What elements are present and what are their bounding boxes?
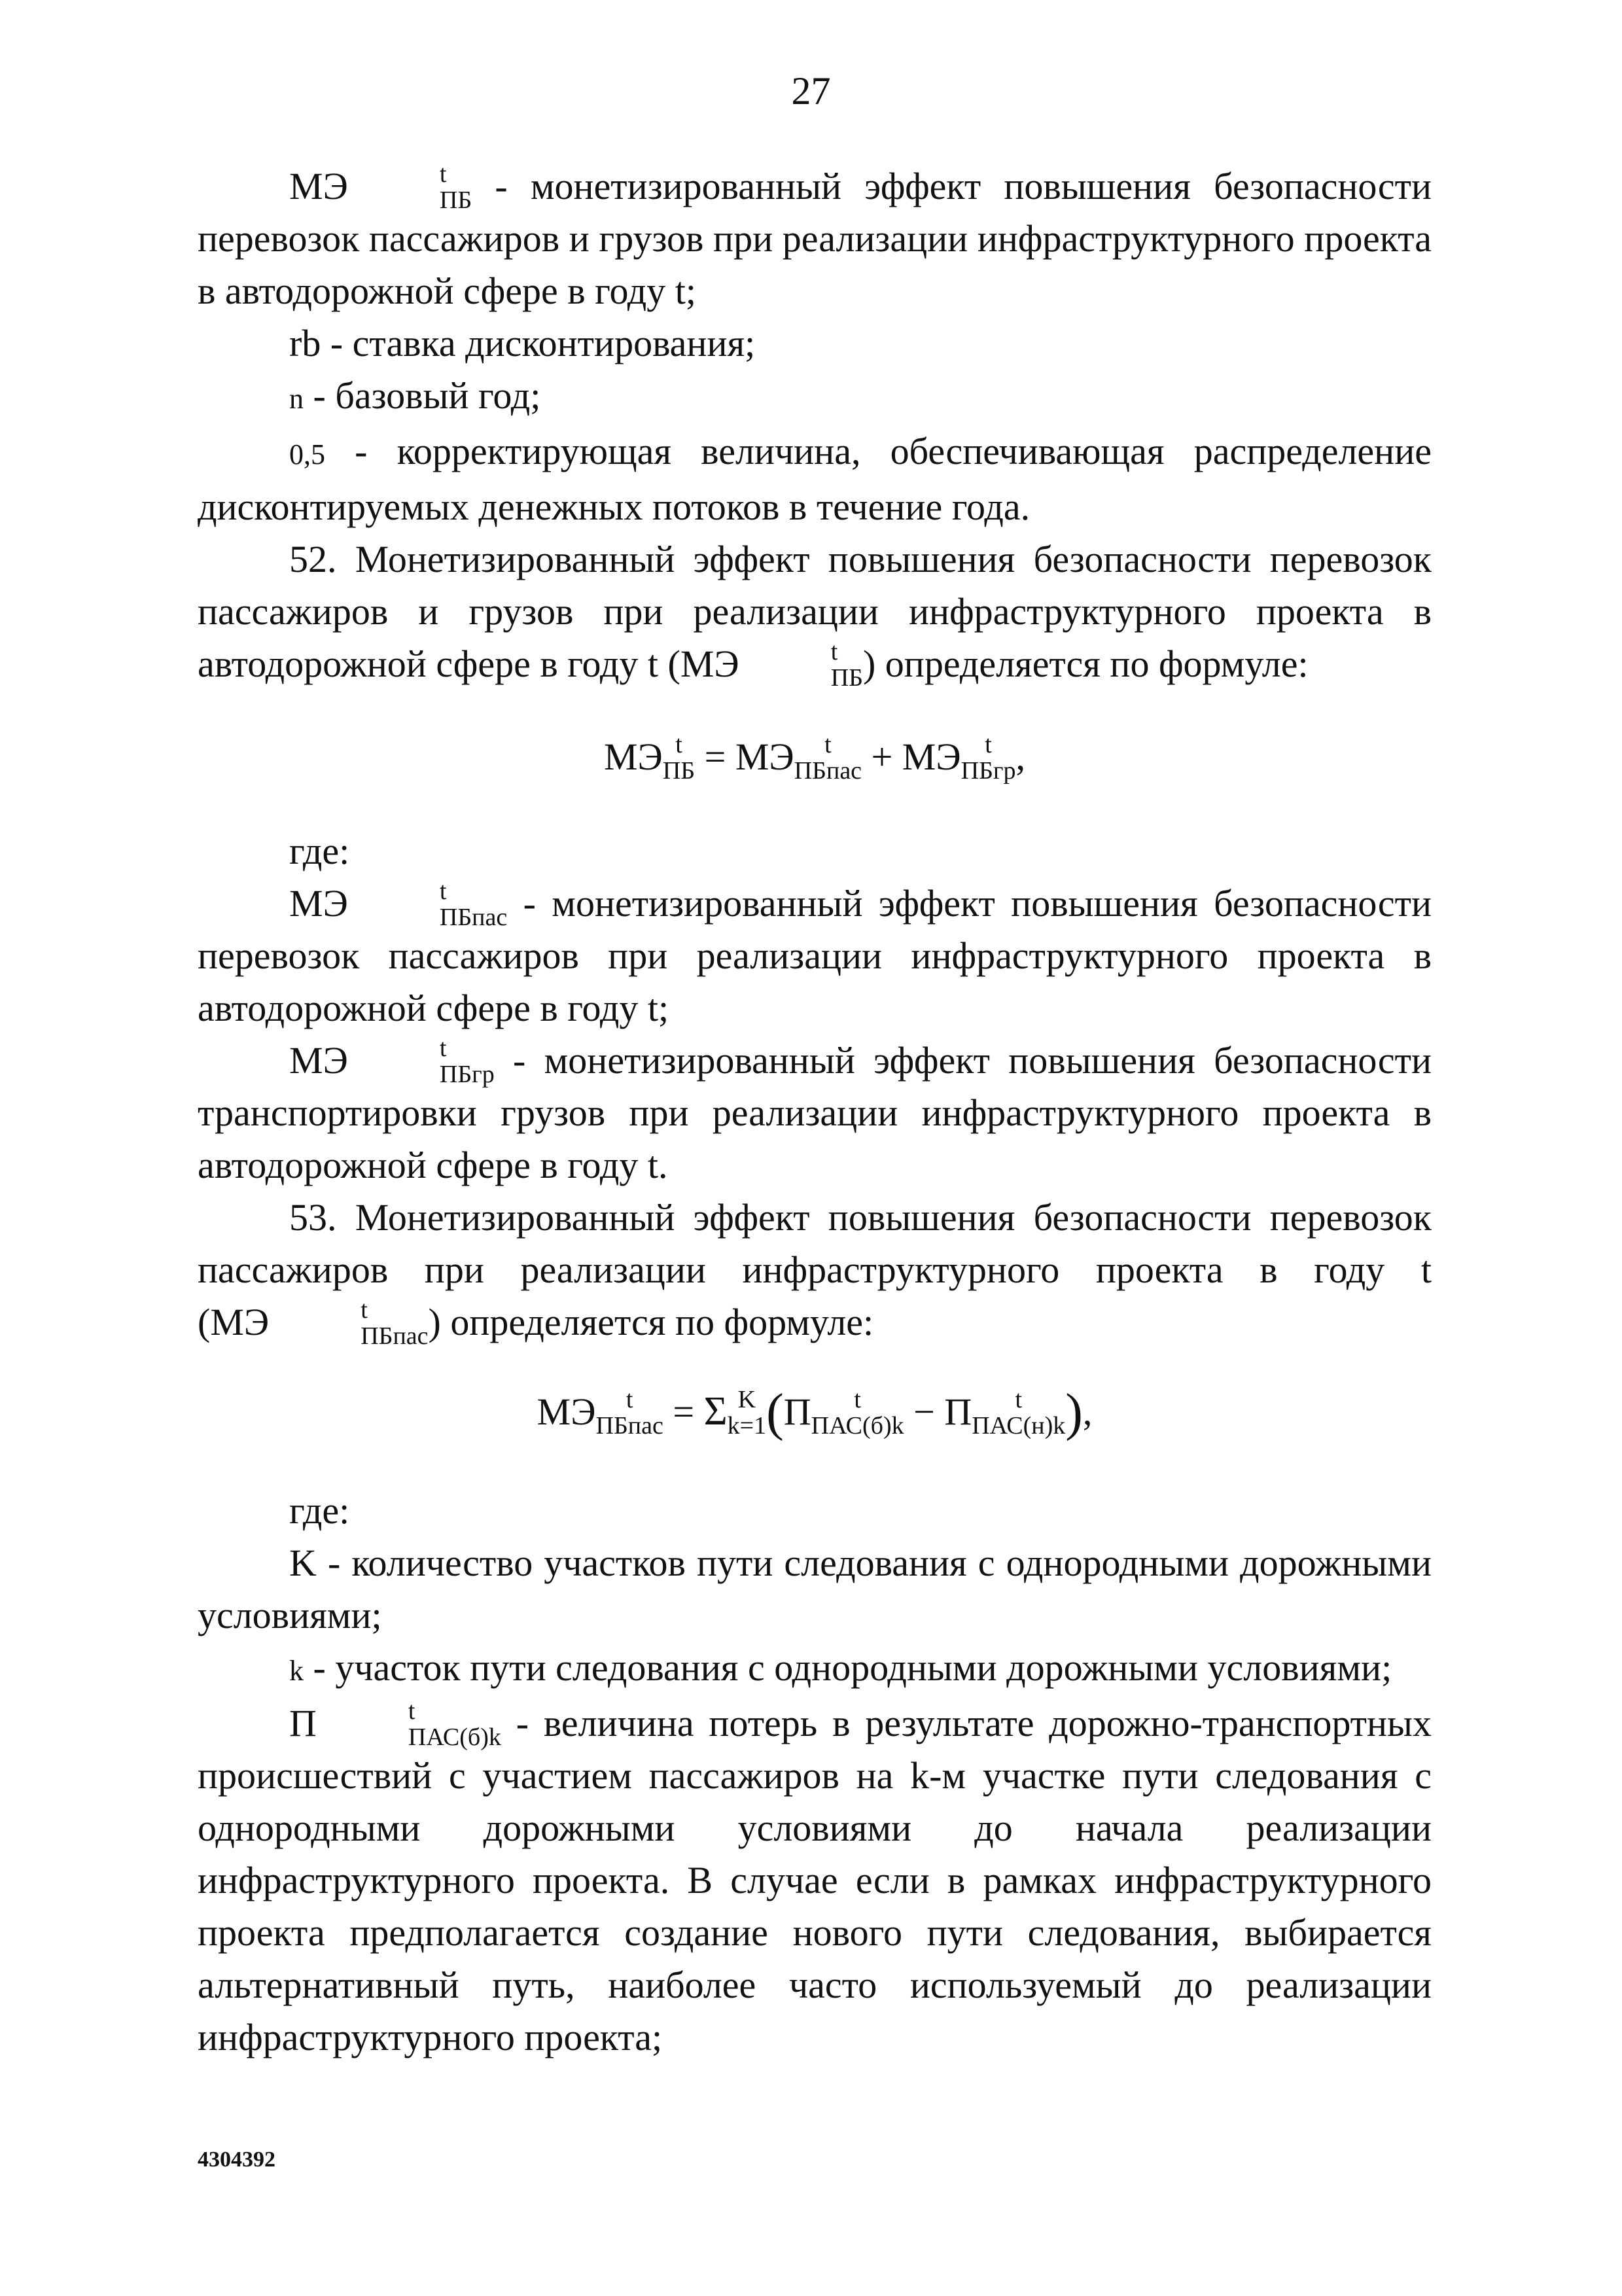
definition-05: 0,5 - корректирующая величина, обеспечивающая распределение дисконтируемых денежных потоков в течение года. bbox=[198, 430, 1432, 528]
symbol-mepb-inline: МЭ t ПБ bbox=[680, 638, 863, 692]
definition-ppas: П t ПАС(б)k - величина потерь в результате дорожно-транспортных происшествий с участием пассажиров на k-м участке пути следования с однородными дорожными условиями до начала реализации инфраструктурного проекта. В случае если в рамках инфраструктурного проекта предполагается создание нового пути следования, выбирается альтернативный путь, наиболее часто используемый до реализации инфраструктурного проекта; bbox=[198, 1697, 1432, 2058]
symbol-mepb: МЭ t ПБ bbox=[289, 160, 472, 214]
paragraph-52: 52. Монетизированный эффект повышения безопасности перевозок пассажиров и грузов при реализации инфраструктурного проекта в автодорожной сфере в году t (МЭ t ПБ ) определяется по формуле: bbox=[198, 538, 1432, 692]
paragraph-53: 53. Монетизированный эффект повышения безопасности перевозок пассажиров при реализации инфраструктурного проекта в году t (МЭ t ПБпас ) определяется по формуле: bbox=[198, 1196, 1432, 1350]
where-label-1: где: bbox=[289, 830, 350, 872]
document-body bbox=[198, 160, 1432, 2064]
where-label-2: где: bbox=[289, 1489, 350, 1532]
symbol-mepbgr: МЭ t ПБгр bbox=[289, 1034, 495, 1088]
definition-n: n - базовый год; bbox=[289, 374, 541, 417]
symbol-05: 0,5 bbox=[289, 438, 325, 470]
symbol-k: k bbox=[289, 1655, 304, 1687]
definition-mepb: МЭ t ПБ - монетизированный эффект повышения безопасности перевозок пассажиров и грузов при реализации инфраструктурного проекта в автодорожной сфере в году t; bbox=[198, 160, 1432, 312]
symbol-mepbpas-inline: МЭ t ПБпас bbox=[210, 1296, 429, 1350]
definition-k: k - участок пути следования с однородными дорожными условиями; bbox=[289, 1646, 1392, 1689]
formula-mepb-sum: МЭ t ПБ = МЭ t ПБпас + МЭ t ПБгр , bbox=[603, 731, 1026, 785]
symbol-ppas: П t ПАС(б)k bbox=[289, 1697, 501, 1751]
document-id: 4304392 bbox=[198, 2147, 275, 2172]
symbol-K: K bbox=[289, 1542, 317, 1584]
formula-mepbpas-sum: МЭ t ПБпас = Σ K k=1 (П t ПАС(б)k − П t ПАС(н)k ), bbox=[537, 1384, 1093, 1441]
symbol-rb: rb bbox=[289, 322, 321, 364]
symbol-mepbpas: МЭ t ПБпас bbox=[289, 877, 508, 931]
definition-rb: rb - ставка дисконтирования; bbox=[289, 322, 756, 364]
definition-mepbgr: МЭ t ПБгр - монетизированный эффект повышения безопасности транспортировки грузов при реализации инфраструктурного проекта в автодорожной сфере в году t. bbox=[198, 1034, 1432, 1186]
sigma-symbol: Σ bbox=[703, 1389, 728, 1434]
symbol-n: n bbox=[289, 383, 304, 415]
page-number: 27 bbox=[791, 69, 831, 113]
definition-K: K - количество участков пути следования с однородными дорожными условиями; bbox=[198, 1542, 1432, 1636]
definition-mepbpas: МЭ t ПБпас - монетизированный эффект повышения безопасности перевозок пассажиров при реализации инфраструктурного проекта в автодорожной сфере в году t; bbox=[198, 877, 1432, 1029]
